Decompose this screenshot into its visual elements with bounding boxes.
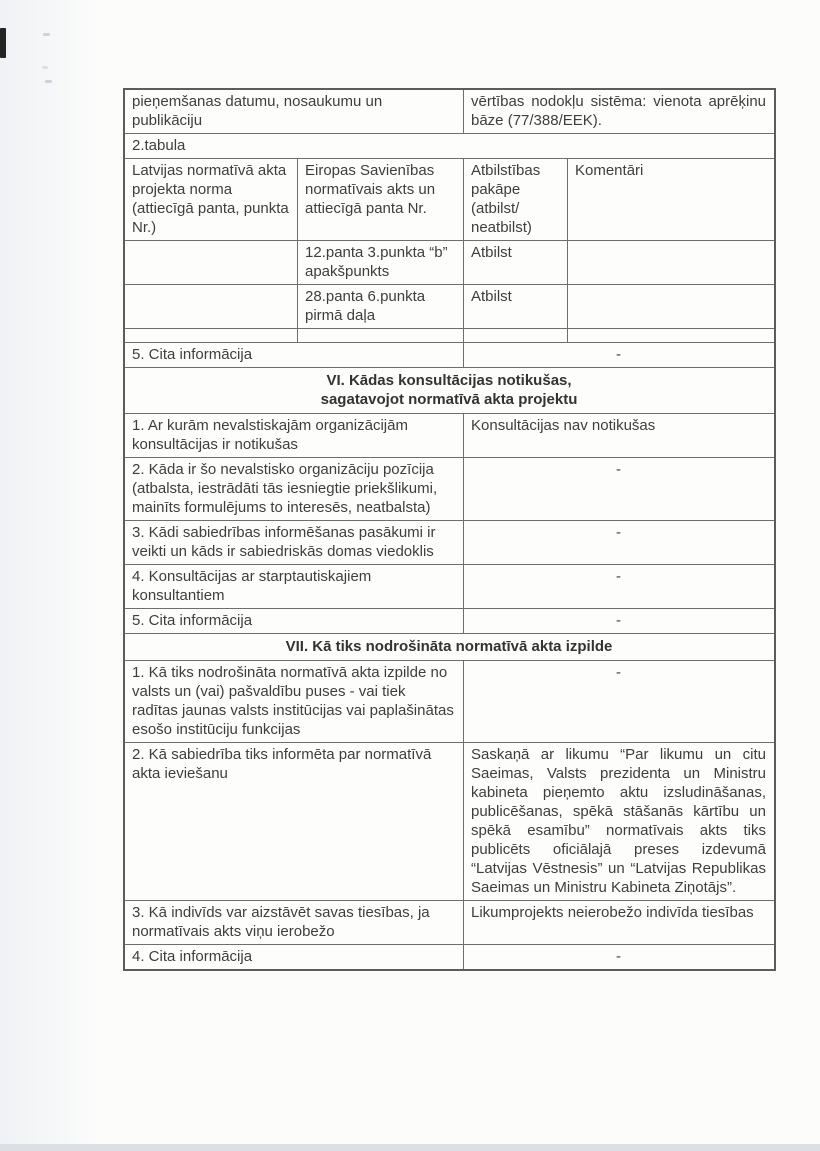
section-vi-heading-row bbox=[125, 368, 774, 414]
table2-cell: 12.panta 3.punkta “b” apakšpunkts bbox=[298, 241, 464, 284]
table2-cell: Atbilst bbox=[464, 285, 568, 328]
table2-cell bbox=[125, 285, 298, 328]
question-cell: 1. Kā tiks nodrošināta normatīvā akta izpilde no valsts un (vai) pašvaldību puses - vai tiek radītas jaunas valsts institūcijas vai paplašinātas esošo institūciju funkcijas bbox=[125, 661, 464, 742]
answer-cell: Saskaņā ar likumu “Par likumu un citu Saeimas, Valsts prezidenta un Ministru kabineta pieņemto aktu izsludināšanas, publicēšanas, spēkā stāšanās kārtību un spēkā esamību” normatīvais akts tiks publicēts oficiālajā preses izdevumā “Latvijas Vēstnesis” un “Latvijas Republikas Saeimas un Ministru Kabineta Ziņotājs”. bbox=[471, 746, 766, 896]
table2-cell bbox=[125, 329, 298, 342]
continued-left-cell: pieņemšanas datumu, nosaukumu un publikāciju bbox=[125, 90, 464, 133]
table2-header-eiropas-akts: Eiropas Savienības normatīvais akts un attiecīgā panta Nr. bbox=[298, 159, 464, 240]
table2-cell: Atbilst bbox=[464, 241, 568, 284]
question-cell: 5. Cita informācija bbox=[125, 343, 464, 367]
section-vi-row-2 bbox=[125, 458, 774, 521]
section-vi-heading bbox=[125, 368, 774, 413]
table2-cell bbox=[464, 329, 568, 342]
answer-cell: - bbox=[616, 461, 621, 478]
table2-header-atbilstibas-pakape: Atbilstības pakāpe (atbilst/ neatbilst) bbox=[464, 159, 568, 240]
question-cell: 2. Kāda ir šo nevalstisko organizāciju pozīcija (atbalsta, iestrādāti tās iesniegtie priekšlikumi, mainīts formulējums to interesēs, neatbalsta) bbox=[125, 458, 464, 520]
table2-cell: 28.panta 6.punkta pirmā daļa bbox=[298, 285, 464, 328]
section-vii-row-3 bbox=[125, 901, 774, 945]
table2-header-komentari: Komentāri bbox=[575, 162, 644, 179]
scan-smudge bbox=[45, 80, 52, 83]
section-vi-row-5 bbox=[125, 609, 774, 634]
section-vii-row-4 bbox=[125, 945, 774, 969]
section-vi-row-3 bbox=[125, 521, 774, 565]
table2-header-latvijas-norma: Latvijas normatīvā akta projekta norma (attiecīgā panta, punkta Nr.) bbox=[125, 159, 298, 240]
section-vii-heading-row bbox=[125, 634, 774, 661]
tabula-label-cell: 2.tabula bbox=[132, 137, 186, 154]
section-vii-heading: VII. Kā tiks nodrošināta normatīvā akta izpilde bbox=[285, 638, 613, 655]
question-cell: 4. Cita informācija bbox=[125, 945, 464, 969]
table2-row bbox=[125, 285, 774, 329]
section-vi-row-1 bbox=[125, 414, 774, 458]
table-row-cita-informacija-v bbox=[125, 343, 774, 368]
question-cell: 3. Kā indivīds var aizstāvēt savas tiesības, ja normatīvais akts viņu ierobežo bbox=[125, 901, 464, 944]
scan-artifact-mark bbox=[0, 28, 6, 58]
table2-row bbox=[125, 241, 774, 285]
answer-cell: - bbox=[616, 948, 621, 965]
answer-cell: Likumprojekts neierobežo indivīda tiesības bbox=[471, 904, 754, 921]
answer-cell: Konsultācijas nav notikušas bbox=[471, 417, 656, 434]
answer-cell: - bbox=[616, 568, 621, 585]
table2-cell bbox=[568, 241, 774, 284]
question-cell: 5. Cita informācija bbox=[125, 609, 464, 633]
answer-cell: - bbox=[616, 524, 621, 541]
scan-bottom-edge bbox=[0, 1144, 820, 1151]
table2-header-row bbox=[125, 159, 774, 241]
table2-cell bbox=[568, 285, 774, 328]
answer-cell: - bbox=[616, 664, 621, 681]
continued-right-cell: vērtības nodokļu sistēma: vienota aprēķinu bāze (77/388/EEK). bbox=[471, 93, 766, 129]
question-cell: 4. Konsultācijas ar starptautiskajiem konsultantiem bbox=[125, 565, 464, 608]
table2-cell bbox=[298, 329, 464, 342]
scan-smudge bbox=[42, 66, 48, 69]
question-cell: 2. Kā sabiedrība tiks informēta par normatīvā akta ieviešanu bbox=[125, 743, 464, 900]
section-vii-row-1 bbox=[125, 661, 774, 743]
document-table bbox=[123, 88, 776, 971]
answer-cell: - bbox=[616, 612, 621, 629]
scan-edge-shadow bbox=[0, 0, 120, 1151]
table2-cell bbox=[125, 241, 298, 284]
section-vi-row-4 bbox=[125, 565, 774, 609]
question-cell: 3. Kādi sabiedrības informēšanas pasākumi ir veikti un kāds ir sabiedriskās domas viedoklis bbox=[125, 521, 464, 564]
table2-empty-row bbox=[125, 329, 774, 343]
table-row-continued bbox=[125, 90, 774, 134]
question-cell: 1. Ar kurām nevalstiskajām organizācijām konsultācijas ir notikušas bbox=[125, 414, 464, 457]
section-vi-heading-line2: sagatavojot normatīvā akta projektu bbox=[320, 391, 578, 408]
scan-smudge bbox=[43, 33, 50, 36]
table-row-tabula-label bbox=[125, 134, 774, 159]
table2-cell bbox=[568, 329, 774, 342]
section-vii-row-2 bbox=[125, 743, 774, 901]
section-vi-heading-line1: VI. Kādas konsultācijas notikušas, bbox=[326, 372, 572, 389]
answer-cell: - bbox=[616, 346, 621, 363]
